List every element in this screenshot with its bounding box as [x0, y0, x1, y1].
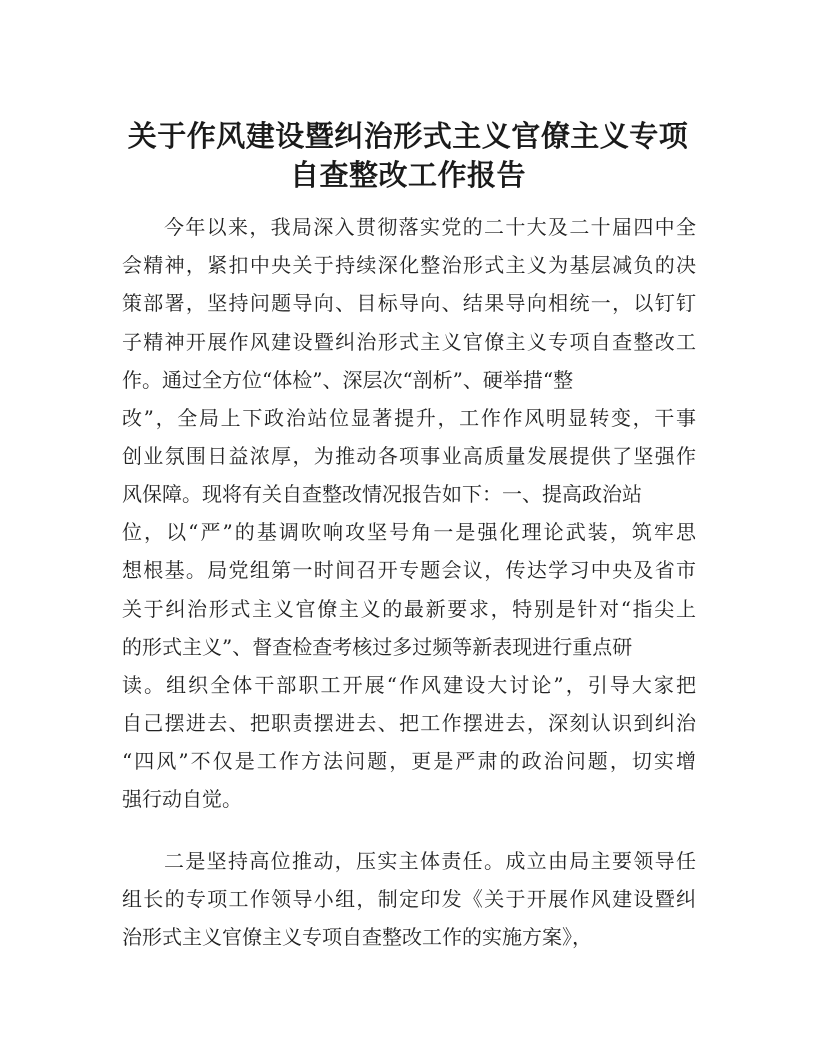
paragraph-line: 二是坚持高位推动，压实主体责任。成立由局主要领导任 [164, 849, 696, 873]
paragraph-line: 改”，全局上下政治站位显著提升，工作作风明显转变，干事 [122, 406, 696, 430]
paragraph-line: “四风”不仅是工作方法问题，更是严肃的政治问题，切实增 [122, 749, 696, 773]
paragraph-line: 读。组织全体干部职工开展“作风建设大讨论”，引导大家把 [122, 673, 696, 697]
paragraph-line: 作。通过全方位“体检”、深层次“剖析”、硬举措“整 [122, 368, 574, 392]
paragraph-line: 自己摆进去、把职责摆进去、把工作摆进去，深刻认识到纠治 [122, 711, 696, 735]
paragraph-line: 关于纠治形式主义官僚主义的最新要求，特别是针对“指尖上 [122, 597, 696, 621]
paragraph-line: 强行动自觉。 [122, 787, 242, 811]
document-title-line-2: 自查整改工作报告 [289, 158, 526, 192]
paragraph-line: 组长的专项工作领导小组，制定印发《关于开展作风建设暨纠 [122, 887, 696, 911]
paragraph-line: 想根基。局党组第一时间召开专题会议，传达学习中央及省市 [122, 558, 696, 582]
paragraph-line: 今年以来，我局深入贯彻落实党的二十大及二十届四中全 [164, 215, 696, 239]
paragraph-line: 策部署，坚持问题导向、目标导向、结果导向相统一，以钉钉 [122, 291, 696, 315]
paragraph-line: 创业氛围日益浓厚，为推动各项事业高质量发展提供了坚强作 [122, 444, 696, 468]
paragraph-line: 位，以“严”的基调吹响攻坚号角一是强化理论武装，筑牢思 [122, 520, 696, 544]
paragraph-line: 治形式主义官僚主义专项自查整改工作的实施方案》， [122, 925, 592, 949]
document-title-line-1: 关于作风建设暨纠治形式主义官僚主义专项 [127, 119, 689, 153]
paragraph-line: 的形式主义”、督查检查考核过多过频等新表现进行重点研 [122, 635, 633, 659]
paragraph-line: 风保障。现将有关自查整改情况报告如下：一、提高政治站 [122, 482, 642, 506]
paragraph-line: 会精神，紧扣中央关于持续深化整治形式主义为基层减负的决 [122, 253, 696, 277]
paragraph-line: 子精神开展作风建设暨纠治形式主义官僚主义专项自查整改工 [122, 330, 696, 354]
